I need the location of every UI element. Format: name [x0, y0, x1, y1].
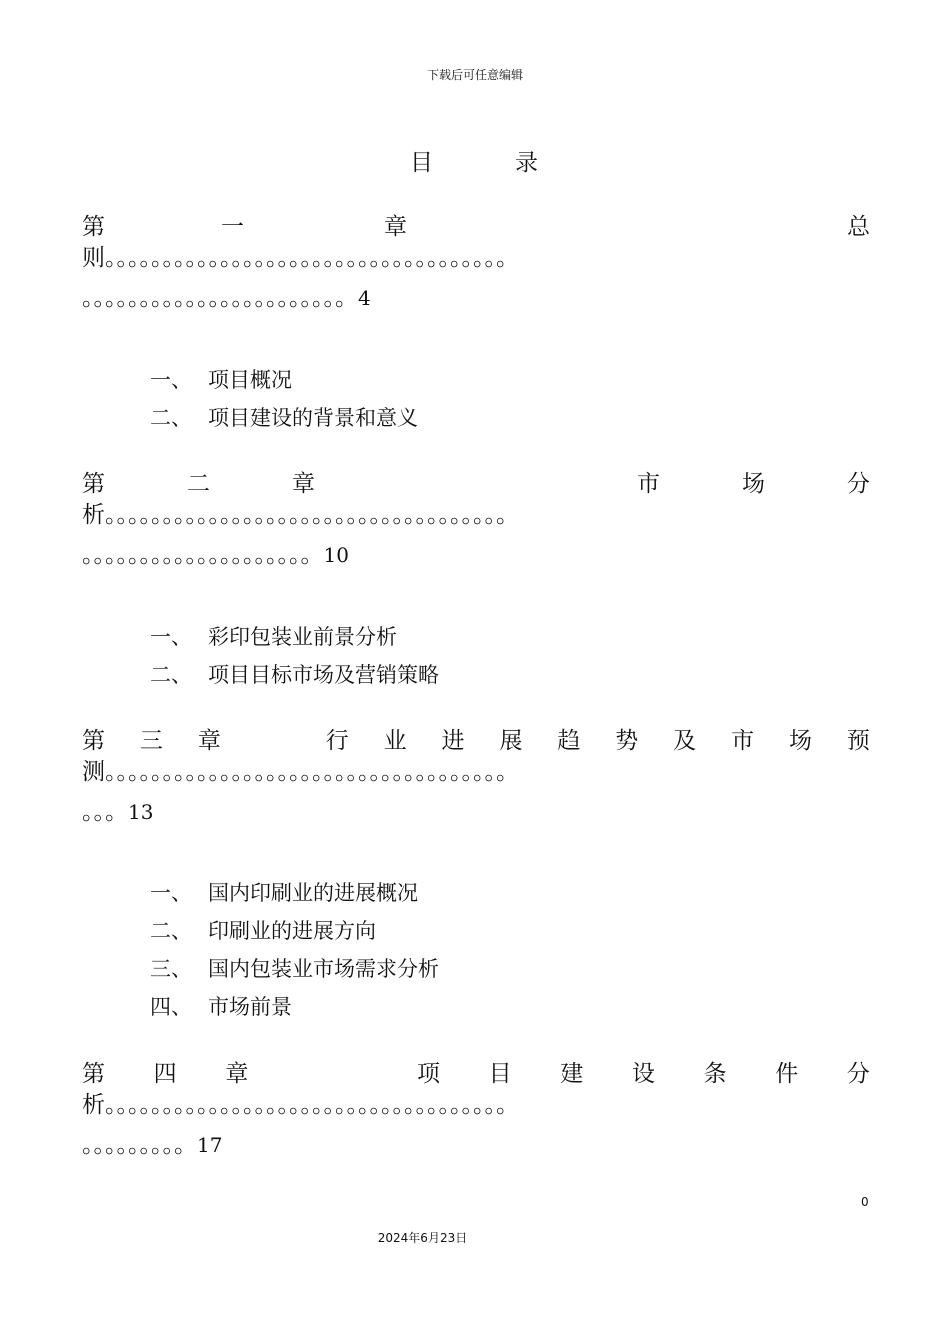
heading-char: 趋 [557, 728, 581, 754]
chapter-heading [82, 722, 870, 752]
heading-char: 行 [325, 728, 349, 754]
toc-chapter-2[interactable] [82, 465, 870, 575]
heading-char: 四 [153, 1061, 177, 1087]
leader-dots: 。。。。。。。。。。。。。。。。。。。。 [82, 542, 324, 568]
chapter-leader-line: 析。。。。。。。。。。。。。。。。。。。。。。。。。。。。。。。。。。。 [82, 1092, 519, 1118]
toc-chapter-1[interactable] [82, 208, 870, 318]
heading-char: 场 [742, 471, 765, 497]
toc-chapter-3[interactable] [82, 722, 870, 832]
chapter-heading [82, 465, 870, 495]
section-number: 二、 [150, 919, 192, 943]
heading-char: 条 [703, 1061, 727, 1087]
toc-section[interactable] [150, 659, 439, 689]
leader-dots: 。。。。。。。。。 [82, 1132, 197, 1158]
page-footer-date: 2024年6月23日 [377, 1231, 468, 1245]
section-title: 项目目标市场及营销策略 [208, 663, 439, 687]
heading-char: 第 [82, 471, 105, 497]
toc-section[interactable] [150, 877, 418, 907]
section-number: 一、 [150, 881, 192, 905]
toc-title [410, 144, 538, 177]
section-number: 四、 [150, 995, 192, 1019]
heading-char: 章 [384, 214, 407, 240]
toc-chapter-4[interactable] [82, 1055, 870, 1165]
heading-char: 章 [292, 471, 315, 497]
heading-char: 二 [187, 471, 210, 497]
heading-char: 展 [499, 728, 523, 754]
heading-char: 设 [631, 1061, 655, 1087]
page-number: 0 [861, 1195, 869, 1209]
heading-char: 项 [416, 1061, 440, 1087]
section-title: 项目建设的背景和意义 [208, 406, 418, 430]
page-ref: 4 [358, 286, 371, 310]
heading-char: 一 [221, 214, 244, 240]
section-number: 二、 [150, 406, 192, 430]
heading-char: 市 [637, 471, 660, 497]
heading-char: 章 [225, 1061, 249, 1087]
section-number: 三、 [150, 957, 192, 981]
heading-char: 章 [197, 728, 221, 754]
leader-dots: 。。。。。。。。。。。。。。。。。。。。。。。 [82, 285, 358, 311]
chapter-leader-line: 析。。。。。。。。。。。。。。。。。。。。。。。。。。。。。。。。。。。 [82, 502, 519, 528]
heading-char: 业 [383, 728, 407, 754]
toc-title-char-1: 目 [410, 150, 433, 176]
chapter-heading [82, 1055, 870, 1085]
heading-char: 预 [846, 728, 870, 754]
heading-char: 势 [615, 728, 639, 754]
toc-section[interactable] [150, 402, 418, 432]
page-header: 下载后可任意编辑 [426, 68, 523, 82]
toc-section[interactable] [150, 991, 292, 1021]
heading-char: 场 [788, 728, 812, 754]
heading-char: 建 [560, 1061, 584, 1087]
chapter-leader-line: 测。。。。。。。。。。。。。。。。。。。。。。。。。。。。。。。。。。。 [82, 759, 519, 785]
toc-section[interactable] [150, 953, 439, 983]
heading-char: 市 [731, 728, 755, 754]
section-title: 市场前景 [208, 995, 292, 1019]
toc-section[interactable] [150, 621, 397, 651]
page-ref: 10 [323, 543, 349, 567]
section-number: 一、 [150, 625, 192, 649]
toc-title-char-2: 录 [515, 150, 538, 176]
section-number: 二、 [150, 663, 192, 687]
chapter-heading [82, 208, 870, 238]
heading-char: 分 [846, 1061, 870, 1087]
heading-char: 三 [139, 728, 163, 754]
heading-char: 总 [847, 214, 870, 240]
heading-char: 件 [775, 1061, 799, 1087]
toc-section[interactable] [150, 364, 292, 394]
heading-char: 分 [847, 471, 870, 497]
chapter-leader-line: 则。。。。。。。。。。。。。。。。。。。。。。。。。。。。。。。。。。。 [82, 245, 519, 271]
heading-char: 第 [82, 728, 105, 754]
heading-char: 进 [441, 728, 465, 754]
heading-char: 目 [488, 1061, 512, 1087]
page-ref: 17 [197, 1133, 223, 1157]
section-title: 彩印包装业前景分析 [208, 625, 397, 649]
heading-char: 第 [82, 1061, 105, 1087]
section-title: 国内印刷业的进展概况 [208, 881, 418, 905]
toc-section[interactable] [150, 915, 376, 945]
leader-dots: 。。。 [82, 799, 128, 825]
section-title: 国内包装业市场需求分析 [208, 957, 439, 981]
section-title: 项目概况 [208, 368, 292, 392]
heading-char: 第 [82, 214, 105, 240]
section-number: 一、 [150, 368, 192, 392]
heading-char: 及 [673, 728, 697, 754]
section-title: 印刷业的进展方向 [208, 919, 376, 943]
page-ref: 13 [128, 800, 154, 824]
